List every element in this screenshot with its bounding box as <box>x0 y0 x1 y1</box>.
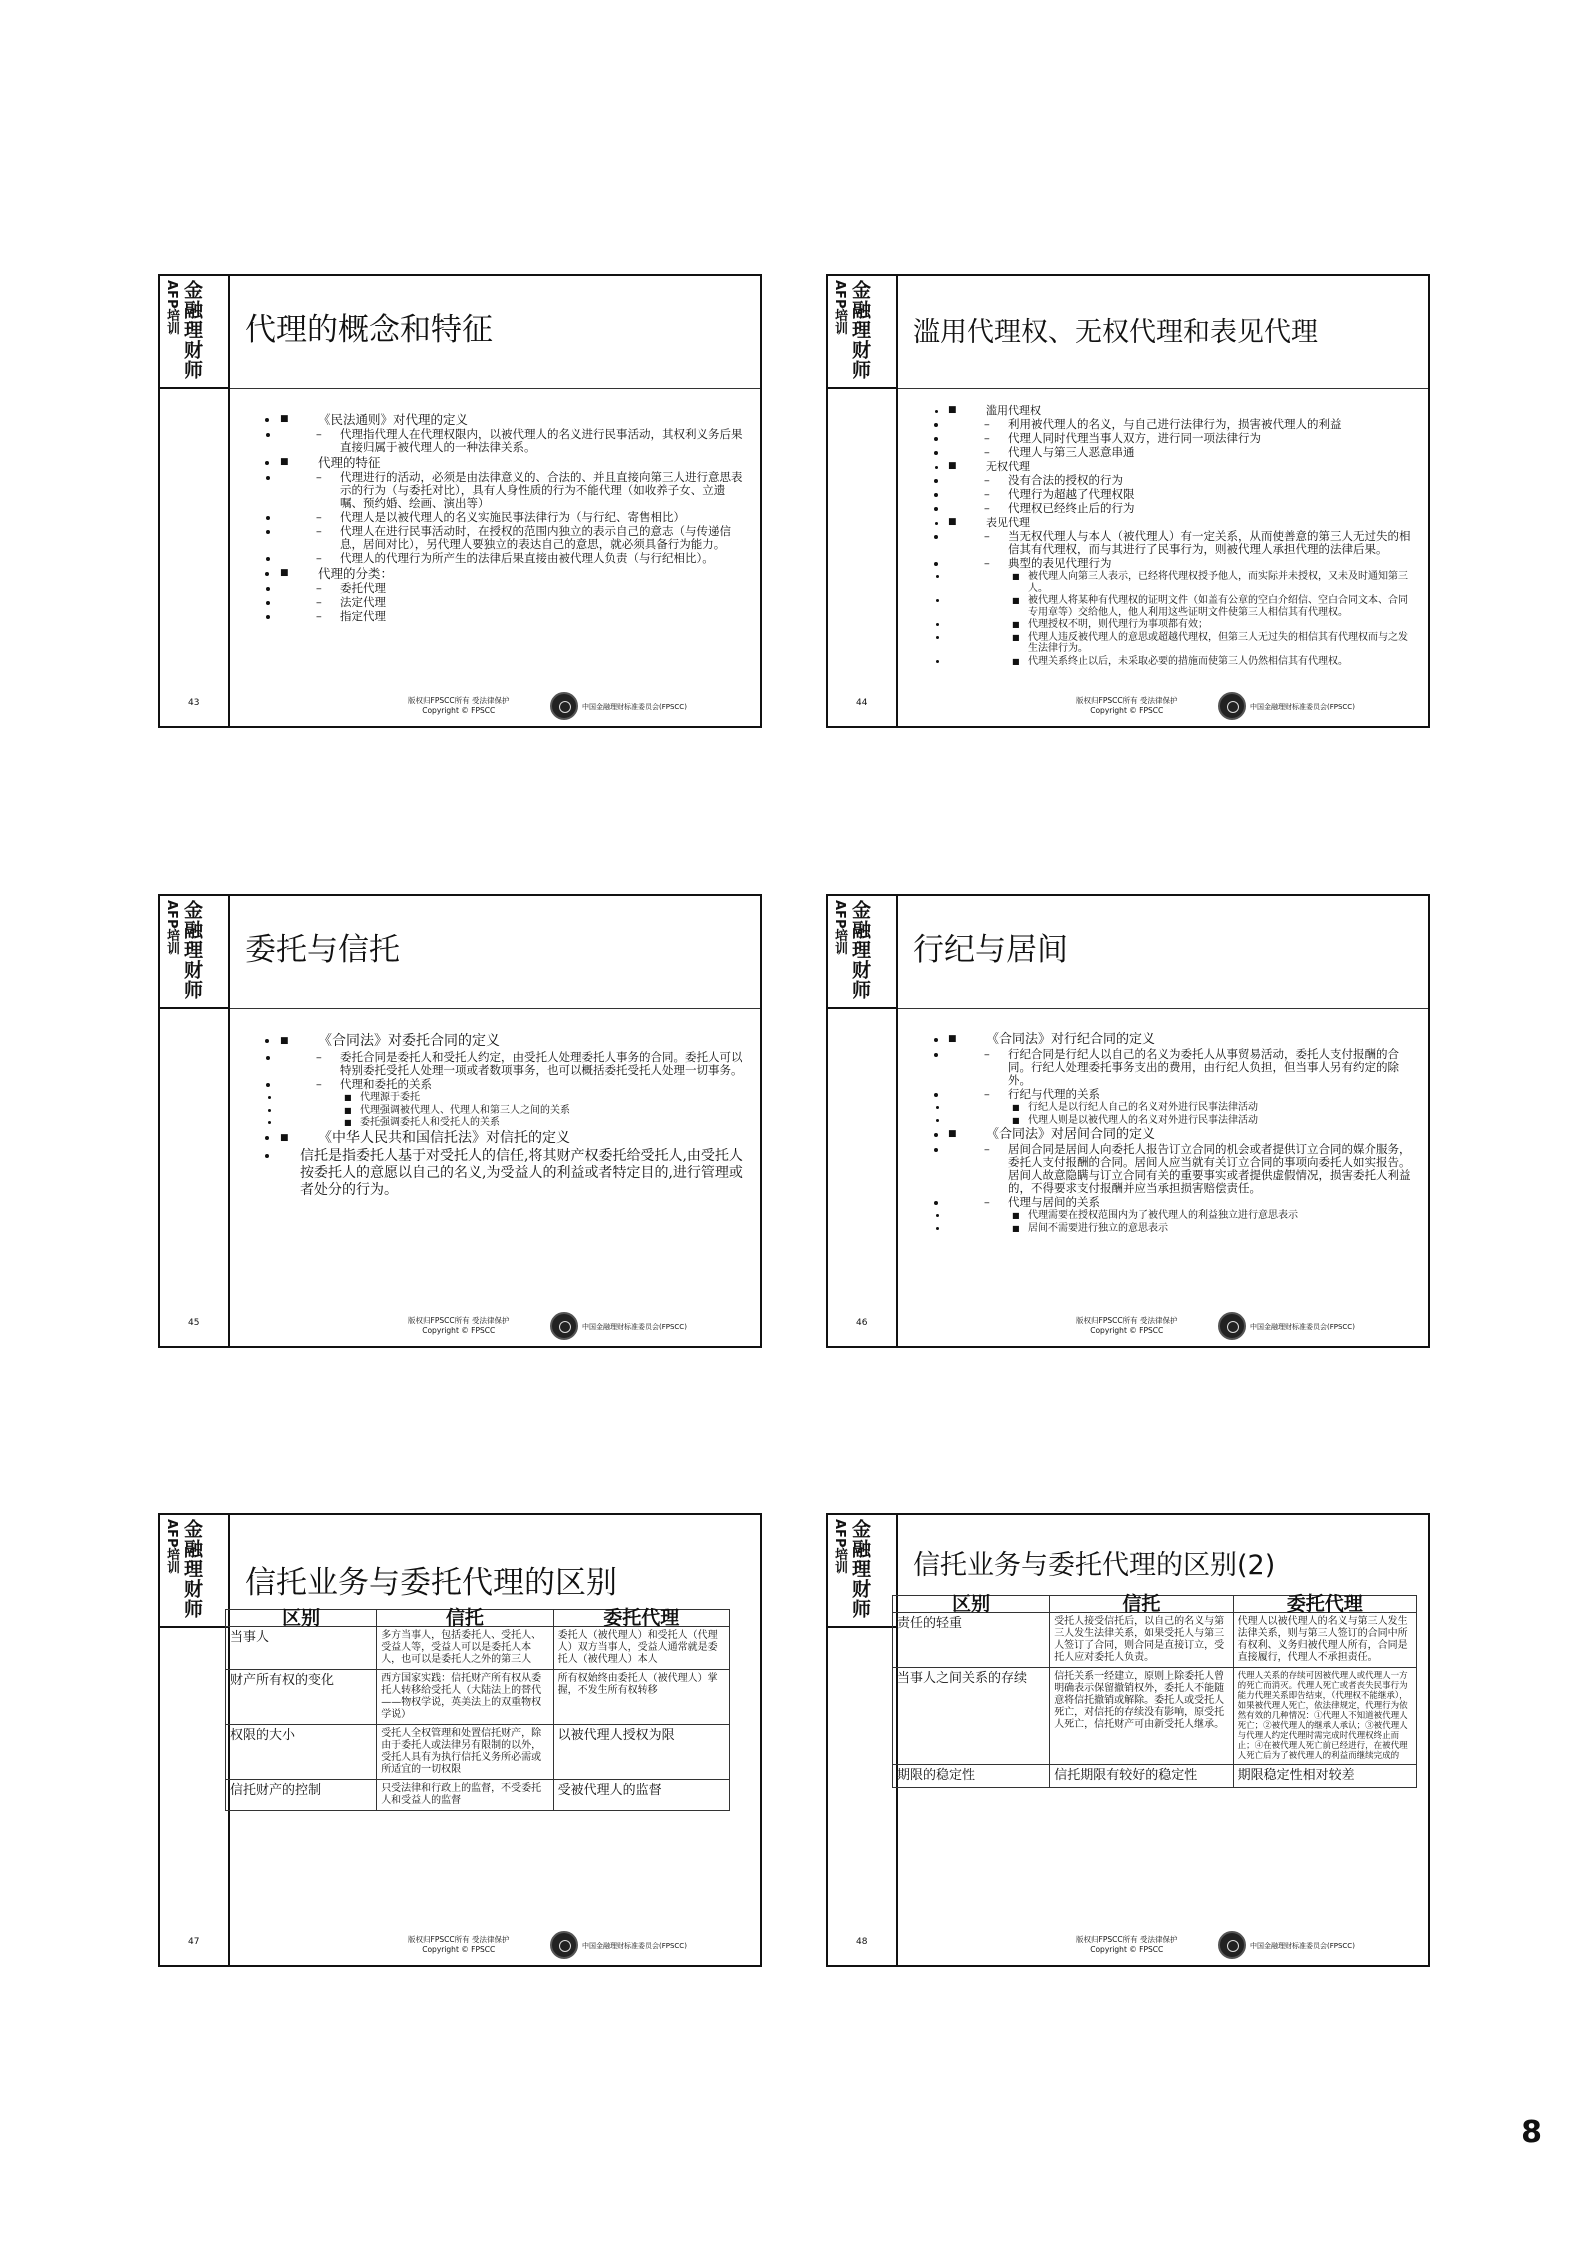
slide-title: 信托业务与委托代理的区别 <box>245 1565 617 1601</box>
list-item: ■ • 《合同法》对居间合同的定义 <box>948 1127 1416 1142</box>
list-item: ■ • 居间不需要进行独立的意思表示 <box>948 1223 1416 1235</box>
list-item: – • 当无权代理人与本人（被代理人）有一定关系，从而使善意的第三人无过失的相信其有代理权，而与其进行了民事行为，则被代理人承担代理的法律后果。 <box>948 530 1416 556</box>
org-name: 中国金融理财标准委员会(FPSCC) <box>582 1323 687 1331</box>
list-item: ■ • 无权代理 <box>948 460 1416 473</box>
list-item: – • 代理人在进行民事活动时，在授权的范围内独立的表示自己的意志（与传递信息，居间对比），另代理人要独立的表达自己的意思，就必须具备行为能力。 <box>280 525 748 551</box>
table-cell: 责任的轻重 <box>893 1613 1050 1668</box>
fpscc-seal-icon <box>1218 692 1246 720</box>
slide-number: 47 <box>188 1937 200 1947</box>
table-cell: 所有权始终由委托人（被代理人）掌握，不发生所有权转移 <box>553 1670 729 1725</box>
slide-body <box>240 411 748 624</box>
table-cell: 信托关系一经建立，原则上除委托人曾明确表示保留撤销权外，委托人不能随意将信托撤销或解除。委托人或受托人死亡，对信托的存续没有影响，原受托人死亡，信托财产可由新受托人继承。 <box>1050 1668 1233 1765</box>
list-item: ■ • 被代理人向第三人表示，已经将代理权授予他人，而实际并未授权，又未及时通知第三人。 <box>948 571 1416 594</box>
column-header: 委托代理 <box>1233 1596 1416 1613</box>
list-item: – • 没有合法的授权的行为 <box>948 474 1416 487</box>
list-item: ■ • 代理需要在授权范围内为了被代理人的利益独立进行意思表示 <box>948 1210 1416 1222</box>
list-item: ■ • 代理关系终止以后，未采取必要的措施而使第三人仍然相信其有代理权。 <box>948 656 1416 668</box>
list-item: – • 代理人与第三人恶意串通 <box>948 446 1416 459</box>
brand-logo: AFP培训 金融理财师 <box>828 276 898 389</box>
slide-title: 滥用代理权、无权代理和表见代理 <box>913 317 1318 348</box>
fpscc-seal-icon <box>550 692 578 720</box>
copyright: 版权归FPSCC所有 受法律保护 Copyright © FPSCC <box>408 1935 510 1954</box>
list-item: ■ • 代理的分类： <box>280 566 748 581</box>
copyright: 版权归FPSCC所有 受法律保护 Copyright © FPSCC <box>1076 696 1178 715</box>
table-cell: 财产所有权的变化 <box>226 1670 377 1725</box>
list-item: ■ • 代理的特征 <box>280 455 748 470</box>
list-item: ■ • 滥用代理权 <box>948 404 1416 417</box>
fpscc-seal-icon <box>550 1312 578 1340</box>
org-name: 中国金融理财标准委员会(FPSCC) <box>1250 1323 1355 1331</box>
table-row <box>893 1613 1417 1668</box>
list-item: ■ • 《民法通则》对代理的定义 <box>280 412 748 427</box>
slide-body <box>908 403 1416 668</box>
slide-43 <box>158 274 762 728</box>
list-item: ■ • 《合同法》对行纪合同的定义 <box>948 1032 1416 1047</box>
table-cell: 委托人（被代理人）和受托人（代理人）双方当事人，受益人通常就是委托人（被代理人）本人 <box>553 1627 729 1670</box>
copyright: 版权归FPSCC所有 受法律保护 Copyright © FPSCC <box>1076 1935 1178 1954</box>
org-name: 中国金融理财标准委员会(FPSCC) <box>582 703 687 711</box>
slide-number: 48 <box>856 1937 868 1947</box>
list-item: ■ • 《合同法》对委托合同的定义 <box>280 1033 748 1050</box>
list-item: ■ • 代理人则是以被代理人的名义对外进行民事法律活动 <box>948 1115 1416 1127</box>
org-name: 中国金融理财标准委员会(FPSCC) <box>582 1942 687 1950</box>
table-cell: 信托财产的控制 <box>226 1780 377 1811</box>
slide-title: 行纪与居间 <box>913 932 1068 968</box>
list-item: – • 代理指代理人在代理权限内，以被代理人的名义进行民事活动，其权利义务后果直接归属于被代理人的一种法律关系。 <box>280 428 748 454</box>
column-header: 委托代理 <box>553 1610 729 1627</box>
fpscc-seal-icon <box>1218 1931 1246 1959</box>
list-item: – • 代理人的代理行为所产生的法律后果直接由被代理人负责（与行纪相比）。 <box>280 552 748 565</box>
brand-logo: AFP培训 金融理财师 <box>828 1515 898 1628</box>
org-name: 中国金融理财标准委员会(FPSCC) <box>1250 1942 1355 1950</box>
brand-logo: AFP培训 金融理财师 <box>160 1515 230 1628</box>
list-item: – • 居间合同是居间人向委托人报告订立合同的机会或者提供订立合同的媒介服务，委托人支付报酬的合同。居间人应当就有关订立合同的事项向委托人如实报告。居间人故意隐瞒与订立合同有关的重要事实或者提供虚假情况，损害委托人利益的，不得要求支付报酬并应当承担损害赔偿责任。 <box>948 1143 1416 1195</box>
column-header: 区别 <box>226 1610 377 1627</box>
list-item: ■ • 代理人违反被代理人的意思或超越代理权，但第三人无过失的相信其有代理权而与之发生法律行为。 <box>948 632 1416 655</box>
table-cell: 以被代理人授权为限 <box>553 1725 729 1780</box>
list-item: ■ • 代理强调被代理人、代理人和第三人之间的关系 <box>280 1105 748 1117</box>
table-row <box>893 1668 1417 1765</box>
column-header: 区别 <box>893 1596 1050 1613</box>
slide-number: 46 <box>856 1318 868 1328</box>
table-cell: 受托人接受信托后，以自己的名义与第三人发生法律关系，如果受托人与第三人签订了合同，则合同是直接订立，受托人应对委托人负责。 <box>1050 1613 1233 1668</box>
table-cell: 期限的稳定性 <box>893 1765 1050 1788</box>
list-item: – • 代理权已经终止后的行为 <box>948 502 1416 515</box>
list-item: – • 代理行为超越了代理权限 <box>948 488 1416 501</box>
list-item: – • 委托合同是委托人和受托人约定，由受托人处理委托人事务的合同。委托人可以特别委托受托人处理一项或者数项事务，也可以概括委托受托人处理一切事务。 <box>280 1051 748 1077</box>
list-item: ■ • 代理授权不明，则代理行为事项都有效； <box>948 619 1416 631</box>
list-item: – • 指定代理 <box>280 610 748 623</box>
table-cell: 受被代理人的监督 <box>553 1780 729 1811</box>
list-item: ■ • 被代理人将某种有代理权的证明文件（如盖有公章的空白介绍信、空白合同文本、合同专用章等）交给他人，他人利用这些证明文件使第三人相信其有代理权。 <box>948 595 1416 618</box>
list-item: – • 代理和委托的关系 <box>280 1078 748 1091</box>
list-item: – • 委托代理 <box>280 582 748 595</box>
table-cell: 只受法律和行政上的监督，不受委托人和受益人的监督 <box>377 1780 553 1811</box>
list-item: – • 典型的表见代理行为 <box>948 557 1416 570</box>
list-item: – • 行纪与代理的关系 <box>948 1088 1416 1101</box>
table-cell: 西方国家实践：信托财产所有权从委托人转移给受托人（大陆法上的替代——物权学说，英美法上的双重物权学说） <box>377 1670 553 1725</box>
copyright: 版权归FPSCC所有 受法律保护 Copyright © FPSCC <box>1076 1316 1178 1335</box>
table-row <box>226 1670 730 1725</box>
comparison-table <box>892 1595 1417 1788</box>
copyright: 版权归FPSCC所有 受法律保护 Copyright © FPSCC <box>408 696 510 715</box>
slide-44 <box>826 274 1430 728</box>
table-cell: 当事人 <box>226 1627 377 1670</box>
copyright: 版权归FPSCC所有 受法律保护 Copyright © FPSCC <box>408 1316 510 1335</box>
list-item: • 信托是指委托人基于对受托人的信任,将其财产权委托给受托人,由受托人按委托人的意愿以自己的名义,为受益人的利益或者特定目的,进行管理或者处分的行为。 <box>280 1148 748 1199</box>
table-cell: 当事人之间关系的存续 <box>893 1668 1050 1765</box>
slide-48 <box>826 1513 1430 1967</box>
list-item: ■ • 委托强调委托人和受托人的关系 <box>280 1117 748 1129</box>
list-item: – • 代理进行的活动，必须是由法律意义的、合法的、并且直接向第三人进行意思表示的行为（与委托对比），具有人身性质的行为不能代理（如收养子女、立遗嘱、预约婚、绘画、演出等） <box>280 471 748 510</box>
slide-title: 代理的概念和特征 <box>245 312 493 348</box>
list-item: – • 行纪合同是行纪人以自己的名义为委托人从事贸易活动，委托人支付报酬的合同。行纪人处理委托事务支出的费用，由行纪人负担，但当事人另有约定的除外。 <box>948 1048 1416 1087</box>
fpscc-seal-icon <box>1218 1312 1246 1340</box>
slide-body <box>908 1031 1416 1235</box>
list-item: – • 法定代理 <box>280 596 748 609</box>
slide-46 <box>826 894 1430 1348</box>
fpscc-seal-icon <box>550 1931 578 1959</box>
table-cell: 权限的大小 <box>226 1725 377 1780</box>
list-item: – • 代理人同时代理当事人双方，进行同一项法律行为 <box>948 432 1416 445</box>
brand-logo: AFP培训 金融理财师 <box>160 896 230 1009</box>
comparison-table <box>225 1609 730 1811</box>
list-item: ■ • 代理源于委托 <box>280 1092 748 1104</box>
table-row <box>226 1780 730 1811</box>
slide-45 <box>158 894 762 1348</box>
list-item: – • 代理与居间的关系 <box>948 1196 1416 1209</box>
table-cell: 代理人关系的存续可因被代理人或代理人一方的死亡而消灭。代理人死亡或者丧失民事行为能力代理关系即告结束，（代理权不能继承），如果被代理人死亡，依法律规定，代理行为依然有效的几种情况：①代理人不知道被代理人死亡；②被代理人的继承人承认；③被代理人与代理人约定代理时需完成时代理权终止而止；④在被代理人死亡前已经进行，在被代理人死亡后为了被代理人的利益而继续完成的 <box>1233 1668 1416 1765</box>
column-header: 信托 <box>377 1610 553 1627</box>
table-cell: 期限稳定性相对较差 <box>1233 1765 1416 1788</box>
slide-body <box>240 1032 748 1199</box>
slide-number: 43 <box>188 698 200 708</box>
table-row <box>226 1627 730 1670</box>
table-cell: 多方当事人，包括委托人、受托人、受益人等，受益人可以是委托人本人，也可以是委托人之外的第三人 <box>377 1627 553 1670</box>
brand-logo: AFP培训 金融理财师 <box>160 276 230 389</box>
table-cell: 代理人以被代理人的名义与第三人发生法律关系，则与第三人签订的合同中所有权利、义务归被代理人所有，合同是直接履行，代理人不承担责任。 <box>1233 1613 1416 1668</box>
list-item: – • 利用被代理人的名义，与自己进行法律行为，损害被代理人的利益 <box>948 418 1416 431</box>
list-item: – • 代理人是以被代理人的名义实施民事法律行为（与行纪、寄售相比） <box>280 511 748 524</box>
list-item: ■ • 《中华人民共和国信托法》对信托的定义 <box>280 1130 748 1147</box>
slide-47 <box>158 1513 762 1967</box>
brand-logo: AFP培训 金融理财师 <box>828 896 898 1009</box>
slide-title: 委托与信托 <box>245 932 400 968</box>
list-item: ■ • 行纪人是以行纪人自己的名义对外进行民事法律活动 <box>948 1102 1416 1114</box>
column-header: 信托 <box>1050 1596 1233 1613</box>
slide-number: 44 <box>856 698 868 708</box>
slide-number: 45 <box>188 1318 200 1328</box>
slide-title: 信托业务与委托代理的区别(2) <box>913 1550 1276 1581</box>
table-cell: 信托期限有较好的稳定性 <box>1050 1765 1233 1788</box>
table-row <box>893 1765 1417 1788</box>
page-number: 8 <box>1521 2115 1542 2150</box>
table-cell: 受托人全权管理和处置信托财产，除由于委托人或法律另有限制的以外，受托人具有为执行信托义务所必需或所适宜的一切权限 <box>377 1725 553 1780</box>
org-name: 中国金融理财标准委员会(FPSCC) <box>1250 703 1355 711</box>
list-item: ■ • 表见代理 <box>948 516 1416 529</box>
table-row <box>226 1725 730 1780</box>
